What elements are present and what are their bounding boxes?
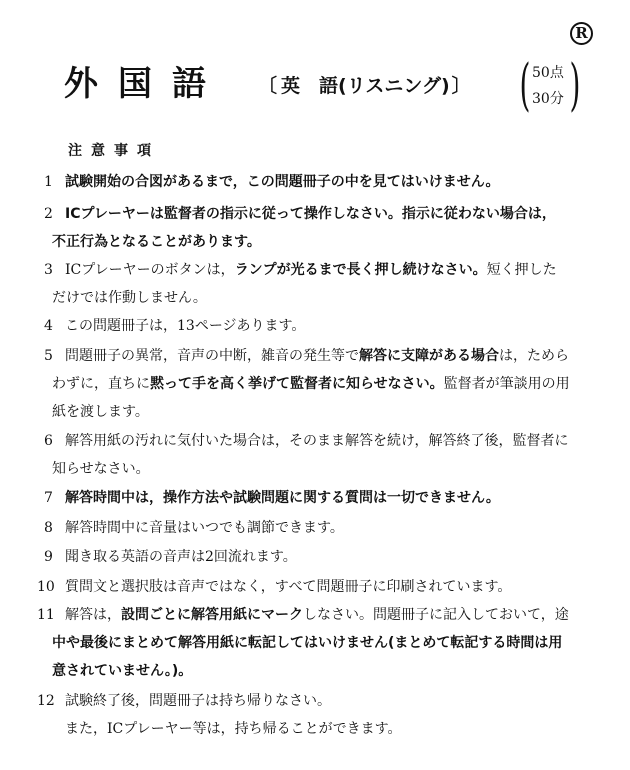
notice-item-line [52,459,150,479]
notice-item-line [65,719,402,739]
notice-item-number: 12 [37,693,55,709]
notice-text: 短く押した [486,262,557,278]
notice-text: また，ICプレーヤー等は，持ち帰ることができます。 [65,721,402,737]
emphasized-text: 試験開始の合図があるまで，この問題冊子の中を見てはいけません。 [65,174,500,190]
notice-text: 知らせなさい。 [52,461,150,477]
subject-subtitle [258,74,471,98]
notice-item-line [52,288,207,308]
meta-right-paren: ) [569,53,581,118]
notice-text: 質問文と選択肢は音声ではなく，すべて問題冊子に印刷されています。 [65,579,512,595]
notice-item-line [52,633,562,653]
notice-item-number: 8 [44,520,53,536]
notice-text: この問題冊子は，13ページあります。 [65,318,306,334]
emphasized-text: ICプレーヤーは監督者の指示に従って操作しなさい。指示に従わない場合は， [65,206,556,222]
notice-item-line [65,204,556,224]
notice-item-line [65,518,344,538]
notice-item-line [65,547,297,567]
emphasized-text: 意されていません。)。 [52,663,193,679]
emphasized-text: 解答に支障がある場合 [359,348,499,364]
notice-text: 試験終了後，問題冊子は持ち帰りなさい。 [65,693,331,709]
notice-item-line [52,402,149,422]
notice-item-number: 2 [44,206,53,222]
notice-text: 紙を渡します。 [52,404,149,420]
notice-item-line [65,605,569,625]
notice-item-line [65,577,511,597]
notice-item-line [65,172,500,192]
notice-item-line [65,691,331,711]
notice-item-number: 3 [44,262,53,278]
emphasized-text: 設問ごとに解答用紙にマーク [121,607,303,623]
notice-item-line [65,431,568,451]
emphasized-text: 黙って手を高く挙げて監督者に知らせなさい。 [150,376,444,392]
emphasized-text: ランプが光るまで長く押し続けなさい。 [234,262,487,278]
notice-text: 解答時間中に音量はいつでも調節できます。 [65,520,344,536]
emphasized-text: 中や最後にまとめて解答用紙に転記してはいけません(まとめて転記する時間は用 [52,635,563,651]
notice-item-number: 10 [37,579,55,595]
notice-text: 解答は， [65,607,121,623]
exam-points: 50点 [532,65,564,81]
notice-item-number: 1 [44,174,53,190]
emphasized-text: 解答時間中は，操作方法や試験問題に関する質問は一切できません。 [65,490,500,506]
notice-text: だけでは作動しません。 [52,290,207,306]
notice-item-line [65,260,557,280]
notice-text: 監督者が筆談用の用 [443,376,570,392]
notice-text: わずに，直ちに [52,376,150,392]
exam-minutes: 30分 [532,91,564,107]
notice-item-line [52,661,192,681]
exam-points-time [519,53,581,118]
notice-item-number: 4 [44,318,53,334]
notice-item-number: 5 [44,348,53,364]
notice-item-line [52,374,570,394]
emphasized-text: 不正行為となることがあります。 [52,234,261,250]
subtitle-text: 英 語(リスニング) [281,75,450,97]
notice-item-line [65,316,305,336]
notice-item-line [65,346,569,366]
notice-item-line [65,488,500,508]
registered-mark: R [570,22,593,45]
notice-item-number: 11 [37,607,55,623]
notice-text: しなさい。問題冊子に記入しておいて，途 [303,607,569,623]
notice-heading: 注意事項 [68,143,160,159]
notice-text: 解答用紙の汚れに気付いた場合は，そのまま解答を続け，解答終了後，監督者に [65,433,569,449]
notice-item-line [52,232,261,252]
notice-text: 問題冊子の異常，音声の中断，雑音の発生等で [65,348,359,364]
subtitle-open-bracket: 〔 [258,75,278,97]
subject-title: 外国語 [64,64,226,104]
notice-item-number: 7 [44,490,53,506]
meta-left-paren: ( [519,53,531,118]
notice-item-number: 9 [44,549,53,565]
notice-item-number: 6 [44,433,53,449]
subtitle-close-bracket: 〕 [451,75,471,97]
notice-text: 聞き取る英語の音声は2回流れます。 [65,549,297,565]
notice-text: ICプレーヤーのボタンは， [65,262,235,278]
notice-text: は，ためら [499,348,569,364]
